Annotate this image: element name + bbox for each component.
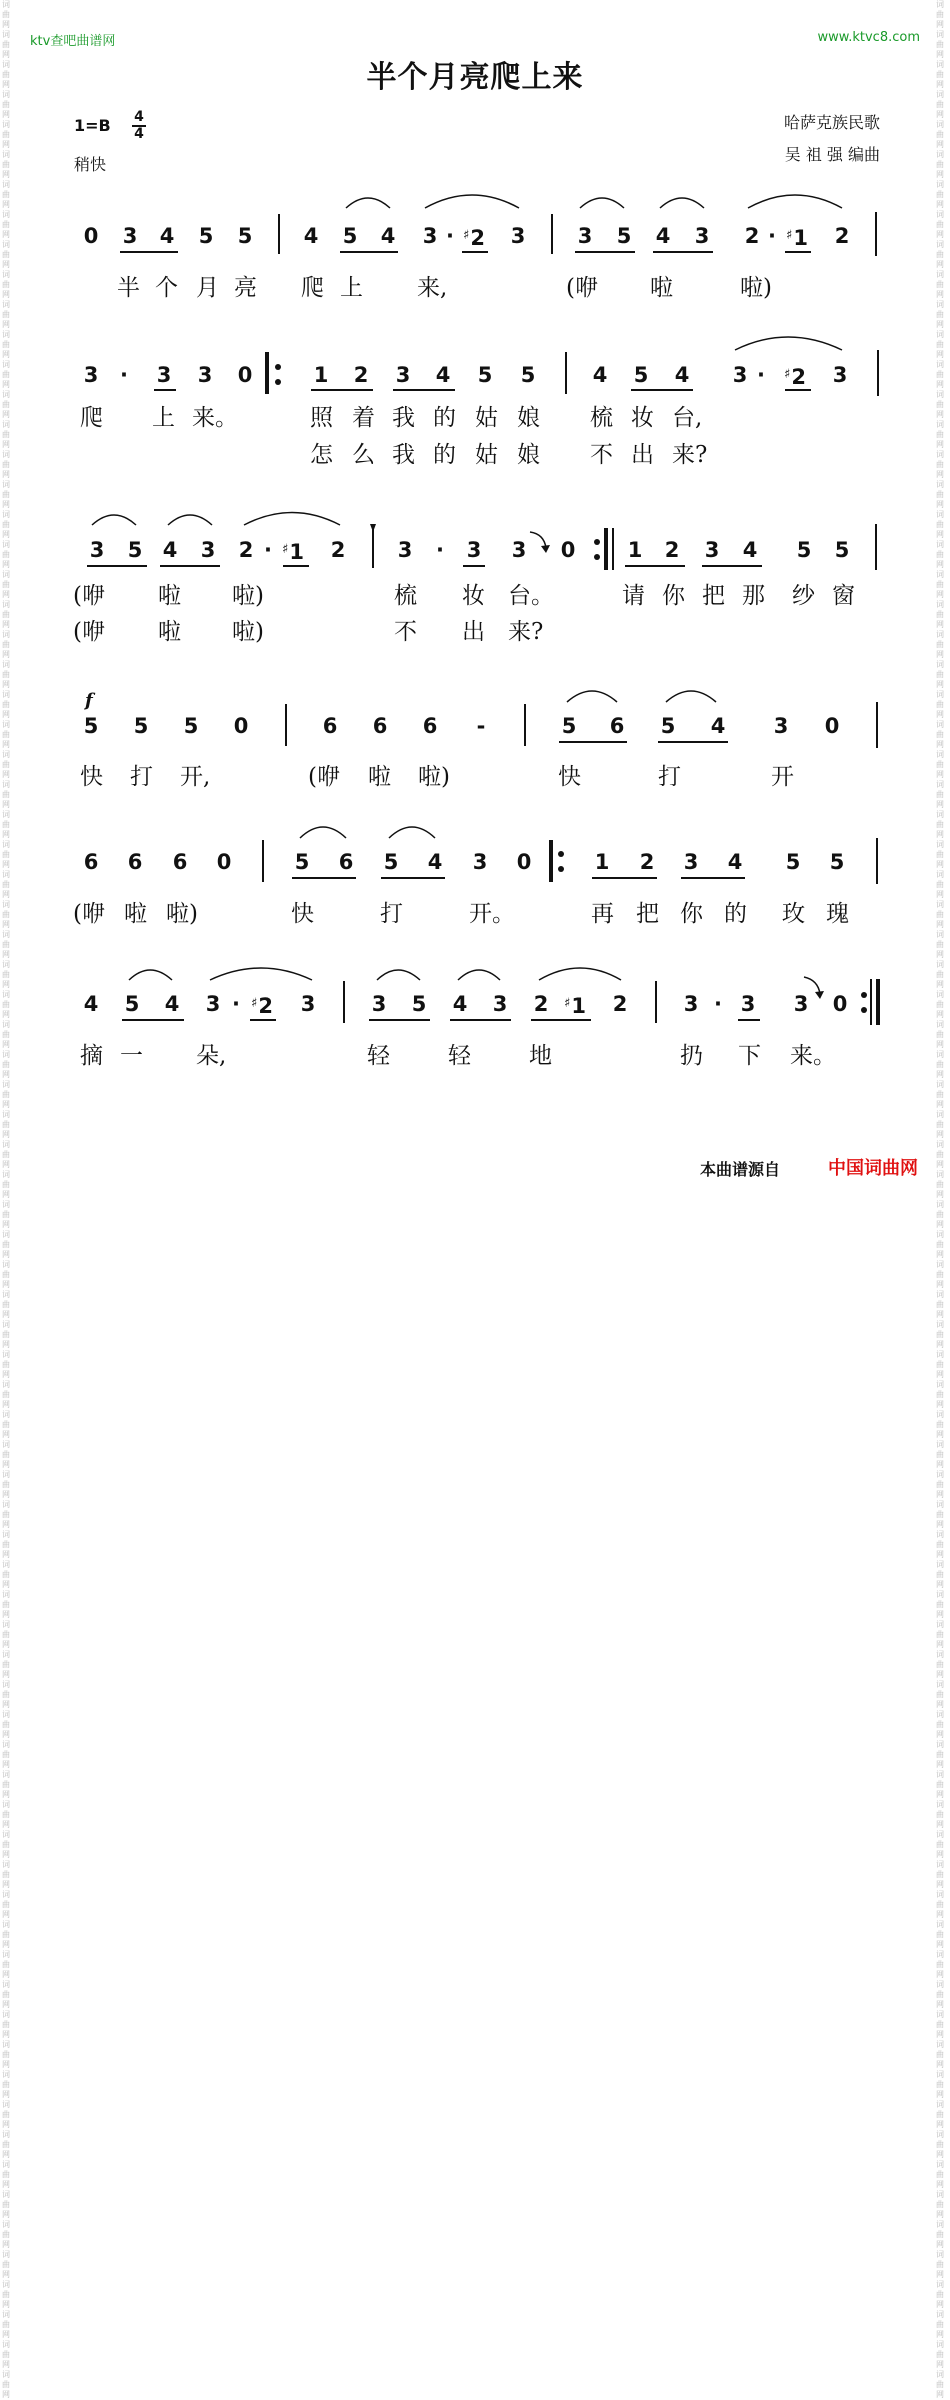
slur [748, 195, 842, 208]
note: 2 [639, 850, 655, 874]
note: 5 [411, 992, 427, 1016]
lyric: 的 [724, 901, 747, 927]
left-watermark-strip: 词曲网词曲网词曲网词曲网词曲网词曲网词曲网词曲网词曲网词曲网词曲网词曲网词曲网词曲网词曲网词曲网词曲网词曲网词曲网词曲网词曲网词曲网词曲网词曲网词曲网词曲网词曲网词曲网词曲网词曲网词曲网词曲网词曲网词曲网词曲网词曲网词曲网词曲网词曲网词曲网词曲网词曲网词曲网词曲网词曲网词曲网词曲网词曲网词曲网词曲网词曲网词曲网词曲网词曲网词曲网词曲网词曲网词曲网词曲网词曲网词曲网词曲网词曲网词曲网词曲网词曲网词曲网词曲网词曲网词曲网词曲网词曲网词曲网词曲网词曲网词曲网词曲网词曲网词曲网词曲网 [2, 0, 10, 2399]
note: 4 [159, 224, 175, 248]
note: 2 [664, 538, 680, 562]
lyric: 台, [672, 405, 703, 431]
lyric: 的 [433, 405, 456, 431]
note: ♯2 [463, 226, 485, 250]
note: 5 [785, 850, 801, 874]
lyric: 把 [636, 901, 659, 927]
lyric: 你 [662, 583, 685, 609]
note: 5 [520, 363, 536, 387]
lyric: 来, [417, 275, 448, 301]
note: 2 [533, 992, 549, 1016]
note: 3 [732, 363, 748, 387]
note: 5 [124, 992, 140, 1016]
arrow-head [815, 991, 824, 999]
note: 5 [561, 714, 577, 738]
slur [377, 970, 420, 980]
lyric: 打 [130, 764, 153, 790]
lyric: (咿 [566, 275, 598, 301]
lyric: 窗 [832, 583, 855, 609]
lyric: 打 [380, 901, 403, 927]
slur [129, 970, 172, 980]
note: 5 [237, 224, 253, 248]
slur [735, 337, 842, 350]
lyric: 啦 [368, 764, 391, 790]
lyric: 娘 [517, 405, 540, 431]
note: 3 [510, 224, 526, 248]
note: 3 [395, 363, 411, 387]
note: 3 [422, 224, 438, 248]
note: 2 [834, 224, 850, 248]
note: 5 [796, 538, 812, 562]
note: 0 [516, 850, 532, 874]
dynamic-forte: f [85, 690, 93, 711]
note: 1 [627, 538, 643, 562]
dot-note: · [436, 538, 444, 562]
lyric: 来? [508, 619, 544, 645]
note: 3 [577, 224, 593, 248]
note: 6 [127, 850, 143, 874]
song-title: 半个月亮爬上来 [366, 60, 584, 95]
note: 3 [397, 538, 413, 562]
lyric: 妆 [462, 583, 485, 609]
note: 6 [322, 714, 338, 738]
tempo-marking: 稍快 [74, 155, 107, 174]
note: 5 [477, 363, 493, 387]
lyric: 啦 [158, 583, 181, 609]
lyric: 轻 [448, 1043, 471, 1069]
note: 2 [330, 538, 346, 562]
note: 5 [834, 538, 850, 562]
lyric: (咿 [308, 764, 340, 790]
note: 4 [303, 224, 319, 248]
lyric: 啦) [740, 275, 772, 301]
note: 3 [492, 992, 508, 1016]
site-name-left[interactable]: ktv查吧曲谱网 [30, 34, 116, 49]
lyric: 扔 [680, 1043, 703, 1069]
lyric: 来。 [790, 1043, 836, 1069]
lyric: 快 [291, 901, 314, 927]
note: 3 [683, 992, 699, 1016]
note: 0 [233, 714, 249, 738]
tie-arrow [804, 977, 820, 994]
note: 4 [592, 363, 608, 387]
lyric: 怎 [310, 442, 333, 468]
lyric: 打 [658, 764, 681, 790]
lyric: 纱 [792, 583, 815, 609]
lyric: 玫 [782, 901, 805, 927]
note: 2 [238, 538, 254, 562]
lyric: 把 [702, 583, 725, 609]
note: 1 [313, 363, 329, 387]
lyric: 我 [392, 405, 415, 431]
lyric: 啦 [158, 619, 181, 645]
slur [567, 691, 617, 702]
note: 0 [560, 538, 576, 562]
note: 2 [744, 224, 760, 248]
dot-note: · [232, 992, 240, 1016]
dot-note: · [768, 224, 776, 248]
note: 3 [683, 850, 699, 874]
lyric: 姑 [475, 405, 498, 431]
tie-dash: - [476, 714, 486, 738]
lyric: 上 [340, 275, 363, 301]
note: 5 [660, 714, 676, 738]
lyric: 啦) [418, 764, 450, 790]
note: 4 [727, 850, 743, 874]
lyric: 上 [152, 405, 175, 431]
lyric: 来? [672, 442, 708, 468]
note: ♯2 [784, 365, 806, 389]
note: 3 [83, 363, 99, 387]
lyric: 来。 [192, 405, 238, 431]
key-signature: 1=B [74, 116, 111, 135]
lyric: 摘 [80, 1043, 103, 1069]
slur [168, 515, 212, 525]
note: 0 [832, 992, 848, 1016]
lyric: 地 [529, 1043, 552, 1069]
lyric: 的 [433, 442, 456, 468]
song-origin: 哈萨克族民歌 [783, 113, 880, 132]
lyric: 出 [462, 619, 485, 645]
lyric: 出 [631, 442, 654, 468]
dot-note: · [264, 538, 272, 562]
lyric: 我 [392, 442, 415, 468]
note: 0 [216, 850, 232, 874]
note: 3 [740, 992, 756, 1016]
slur [346, 198, 390, 208]
note: 2 [612, 992, 628, 1016]
slur [458, 970, 500, 980]
note: 3 [200, 538, 216, 562]
slur [660, 198, 704, 208]
note: 3 [472, 850, 488, 874]
lyric: 瑰 [826, 901, 849, 927]
note: 5 [183, 714, 199, 738]
lyric: 你 [680, 901, 703, 927]
note: 5 [198, 224, 214, 248]
note: 4 [427, 850, 443, 874]
tie-arrow [530, 532, 546, 548]
note: 4 [380, 224, 396, 248]
lyric: 朵, [196, 1043, 227, 1069]
dot-note: · [120, 363, 128, 387]
note: ♯2 [251, 994, 273, 1018]
lyric: 快 [558, 764, 581, 790]
lyric: (咿 [73, 583, 105, 609]
breath-mark [370, 524, 376, 532]
note: 4 [83, 992, 99, 1016]
note: 3 [704, 538, 720, 562]
note: 6 [338, 850, 354, 874]
lyric: 娘 [517, 442, 540, 468]
lyric: 啦) [166, 901, 198, 927]
lyric: 开。 [469, 901, 515, 927]
note: 4 [674, 363, 690, 387]
note: 3 [773, 714, 789, 738]
source-site-logo[interactable]: 中国词曲网 [828, 1158, 918, 1179]
lyric: 快 [80, 764, 103, 790]
lyric: 啦) [232, 619, 264, 645]
note: 6 [609, 714, 625, 738]
slur [580, 198, 624, 208]
lyric: 照 [310, 405, 333, 431]
lyric: 么 [352, 442, 375, 468]
note: 6 [172, 850, 188, 874]
right-watermark-strip: 词曲网词曲网词曲网词曲网词曲网词曲网词曲网词曲网词曲网词曲网词曲网词曲网词曲网词曲网词曲网词曲网词曲网词曲网词曲网词曲网词曲网词曲网词曲网词曲网词曲网词曲网词曲网词曲网词曲网词曲网词曲网词曲网词曲网词曲网词曲网词曲网词曲网词曲网词曲网词曲网词曲网词曲网词曲网词曲网词曲网词曲网词曲网词曲网词曲网词曲网词曲网词曲网词曲网词曲网词曲网词曲网词曲网词曲网词曲网词曲网词曲网词曲网词曲网词曲网词曲网词曲网词曲网词曲网词曲网词曲网词曲网词曲网词曲网词曲网词曲网词曲网词曲网词曲网词曲网词曲网 [936, 0, 944, 2399]
lyric: (咿 [73, 901, 105, 927]
lyric: 开, [180, 764, 211, 790]
arrow-head [541, 545, 550, 553]
lyric: 下 [738, 1043, 761, 1069]
note: 4 [164, 992, 180, 1016]
note: 5 [127, 538, 143, 562]
note: 4 [742, 538, 758, 562]
note: 1 [594, 850, 610, 874]
time-signature-top: 4 [134, 109, 144, 125]
note: 5 [133, 714, 149, 738]
lyric: 半 [117, 275, 140, 301]
note: 3 [197, 363, 213, 387]
time-signature-bottom: 4 [132, 125, 146, 142]
note: 5 [83, 714, 99, 738]
lyric: 妆 [631, 405, 654, 431]
note: ♯1 [786, 226, 808, 250]
note: 3 [156, 363, 172, 387]
lyric: 啦) [232, 583, 264, 609]
note: 0 [83, 224, 99, 248]
note: 3 [89, 538, 105, 562]
note: 3 [466, 538, 482, 562]
note: 0 [824, 714, 840, 738]
note: 3 [694, 224, 710, 248]
note: 4 [162, 538, 178, 562]
dot-note: · [714, 992, 722, 1016]
slur [539, 968, 621, 980]
site-url-right[interactable]: www.ktvc8.com [817, 30, 920, 45]
lyric: 梳 [590, 405, 613, 431]
slur [244, 513, 340, 526]
note: 3 [832, 363, 848, 387]
lyric: 一 [120, 1043, 143, 1069]
lyric: 姑 [475, 442, 498, 468]
slur [425, 195, 519, 208]
lyric: 爬 [301, 275, 324, 301]
note: 4 [655, 224, 671, 248]
slur [389, 827, 435, 838]
note: 4 [452, 992, 468, 1016]
lyric: 啦 [124, 901, 147, 927]
lyric: 月 [196, 275, 219, 301]
lyric: (咿 [73, 619, 105, 645]
dot-note: · [446, 224, 454, 248]
note: 3 [511, 538, 527, 562]
slur [92, 515, 136, 525]
note: 3 [205, 992, 221, 1016]
note: 2 [353, 363, 369, 387]
lyric: 不 [394, 619, 417, 645]
note: 3 [300, 992, 316, 1016]
lyric: 个 [155, 275, 178, 301]
note: 0 [237, 363, 253, 387]
note: 5 [829, 850, 845, 874]
note: ♯1 [564, 994, 586, 1018]
note: 3 [793, 992, 809, 1016]
lyric: 开 [771, 764, 794, 790]
note: 5 [294, 850, 310, 874]
note: ♯1 [282, 540, 304, 564]
note: 3 [371, 992, 387, 1016]
lyric: 爬 [80, 405, 103, 431]
note: 5 [616, 224, 632, 248]
note: 5 [342, 224, 358, 248]
lyric: 梳 [394, 583, 417, 609]
note: 5 [633, 363, 649, 387]
lyric: 不 [590, 442, 613, 468]
lyric: 那 [742, 583, 765, 609]
note: 6 [422, 714, 438, 738]
lyric: 台。 [508, 583, 554, 609]
lyric: 啦 [650, 275, 673, 301]
lyric: 再 [591, 901, 614, 927]
note: 6 [83, 850, 99, 874]
source-label: 本曲谱源自 [699, 1160, 780, 1179]
dot-note: · [757, 363, 765, 387]
note: 6 [372, 714, 388, 738]
note: 5 [383, 850, 399, 874]
note: 4 [435, 363, 451, 387]
slur [210, 968, 312, 980]
arranger-credit: 吴 祖 强 编曲 [784, 145, 880, 164]
lyric: 亮 [234, 275, 257, 301]
slur [666, 691, 716, 702]
lyric: 着 [352, 405, 375, 431]
lyric: 请 [622, 583, 645, 609]
lyric: 轻 [367, 1043, 390, 1069]
slur [300, 827, 346, 838]
note: 4 [710, 714, 726, 738]
note: 3 [122, 224, 138, 248]
